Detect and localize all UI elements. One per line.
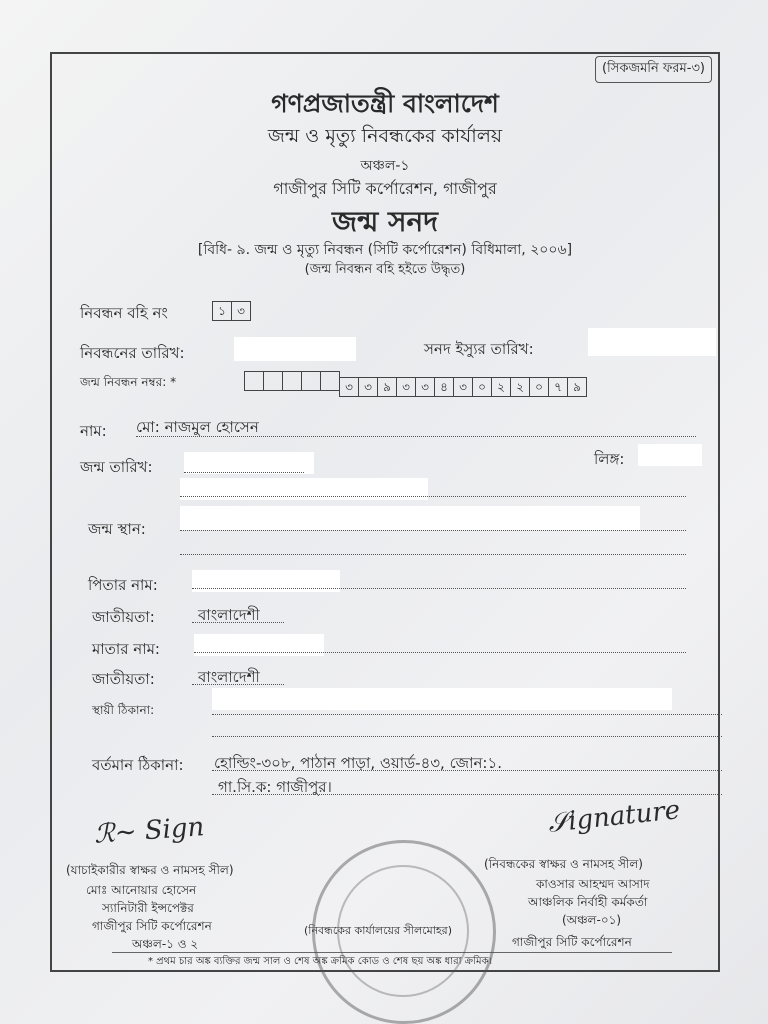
registration-number-boxes: [244, 371, 586, 397]
father-label: পিতার নাম:: [88, 576, 158, 594]
current-address-line-2: গা.সি.ক: গাজীপুর।: [218, 778, 332, 796]
registrar-zone: (অঞ্চল-০১): [562, 913, 622, 927]
registration-digit: ৩: [396, 377, 416, 397]
mother-line: [194, 652, 686, 653]
registration-digit: [263, 371, 283, 391]
registration-digit: [301, 371, 321, 391]
country-heading: গণপ্রজাতন্ত্রী বাংলাদেশ: [271, 89, 499, 118]
registration-digit: ৩: [415, 377, 435, 397]
registration-date-label: নিবন্ধনের তারিখ:: [80, 344, 185, 362]
sex-label: লিঙ্গ:: [594, 450, 625, 468]
registrar-title: আঞ্চলিক নির্বাহী কর্মকর্তা: [528, 895, 648, 909]
nationality-2-label: জাতীয়তা:: [92, 670, 155, 688]
verifier-org: গাজীপুর সিটি কর্পোরেশন: [92, 919, 212, 933]
registration-digit: ৭: [548, 377, 568, 397]
redacted-dob: [184, 452, 314, 474]
current-address-label: বর্তমান ঠিকানা:: [92, 756, 184, 774]
footnote: * প্রথম চার অঙ্ক ব্যক্তির জন্ম সাল ও শেষ অঙ্ক ক্রমিক কোড ও শেষ ছয় অঙ্ক ধারা ক্রমিক।: [148, 956, 493, 967]
seal-caption: (নিবন্ধকের কার্যালয়ের সীলমোহর): [304, 924, 453, 937]
register-book-digit: ৩: [231, 301, 251, 321]
zone-heading: অঞ্চল-১: [360, 158, 410, 174]
redacted-issue-date: [588, 328, 716, 356]
registration-digit: ৩: [453, 377, 473, 397]
office-seal-inner-ring: [337, 865, 469, 997]
permanent-address-line-2: [212, 736, 722, 737]
permanent-address-label: স্থায়ী ঠিকানা:: [92, 703, 155, 717]
registration-digit: ৩: [358, 377, 378, 397]
verifier-name: মোঃ আনোয়ার হোসেন: [86, 883, 197, 897]
rule-reference: [বিধি- ৯. জন্ম ও মৃত্যু নিবন্ধন (সিটি কর্পোরেশন) বিধিমালা, ২০০৬]: [197, 242, 573, 258]
office-heading: জন্ম ও মৃত্যু নিবন্ধকের কার্যালয়: [267, 125, 503, 147]
extract-note: (জন্ম নিবন্ধন বহি হইতে উদ্ধৃত): [304, 262, 466, 277]
nationality-1-line: [192, 622, 284, 623]
registration-digit: ০: [529, 377, 549, 397]
mother-label: মাতার নাম:: [92, 640, 160, 658]
verifier-zone: অঞ্চল-১ ও ২: [132, 937, 199, 951]
registration-digit: ২: [510, 377, 530, 397]
certificate-title: জন্ম সনদ: [332, 205, 438, 238]
registration-digit: ০: [472, 377, 492, 397]
register-book-digit: ১: [212, 301, 232, 321]
register-book-label: নিবন্ধন বহি নং: [80, 304, 168, 322]
registrar-signature: 𝒮ignature: [546, 795, 682, 839]
permanent-address-line-1: [212, 714, 722, 715]
redacted-registration-date: [234, 337, 356, 361]
issue-date-label: সনদ ইস্যুর তারিখ:: [424, 340, 534, 358]
registration-digit: ৯: [567, 377, 587, 397]
form-code: (সিকজমনি ফরম-৩): [595, 56, 712, 83]
nationality-2-line: [192, 684, 284, 685]
registration-digit: ৪: [434, 377, 454, 397]
birthplace-line-1: [180, 530, 686, 531]
registrar-caption: (নিবন্ধকের স্বাক্ষর ও নামসহ সীল): [484, 857, 643, 871]
registration-digit: [282, 371, 302, 391]
dob-words-line: [180, 496, 686, 497]
current-address-rule-2: [212, 794, 722, 795]
verifier-caption: (যাচাইকারীর স্বাক্ষর ও নামসহ সীল): [66, 863, 234, 877]
father-line: [192, 588, 686, 589]
name-label: নাম:: [80, 422, 107, 440]
registration-digit: ৯: [377, 377, 397, 397]
redacted-sex: [638, 444, 702, 466]
dob-line: [184, 472, 304, 473]
redacted-birthplace: [180, 506, 640, 530]
registration-number-label: জন্ম নিবন্ধন নম্বর: *: [80, 375, 177, 389]
registration-digit: [320, 371, 340, 391]
current-address-line-1: হোল্ডিং-৩০৮, পাঠান পাড়া, ওয়ার্ড-৪৩, জোন:১.: [214, 754, 502, 772]
current-address-rule-1: [212, 770, 722, 771]
name-line: [136, 436, 696, 437]
verifier-title: স্যানিটারী ইন্সপেক্টর: [102, 901, 194, 915]
registrar-name: কাওসার আহম্মদ আসাদ: [536, 877, 650, 891]
registration-digit: ২: [491, 377, 511, 397]
birthplace-line-2: [180, 554, 686, 555]
name-value: মো: নাজমুল হোসেন: [136, 418, 259, 436]
registrar-org: গাজীপুর সিটি কর্পোরেশন: [512, 935, 632, 949]
nationality-1-value: বাংলাদেশী: [198, 606, 260, 624]
birthplace-label: জন্ম স্থান:: [88, 520, 146, 538]
redacted-permanent-address: [212, 688, 672, 710]
register-book-number: [212, 300, 250, 321]
office-seal-stamp: [312, 840, 496, 1024]
registration-digit: [244, 371, 264, 391]
nationality-1-label: জাতীয়তা:: [92, 608, 155, 626]
certificate-border: [50, 52, 720, 972]
registration-digit: ৩: [339, 377, 359, 397]
nationality-2-value: বাংলাদেশী: [198, 668, 260, 686]
verifier-signature: ℛ~ Sign: [93, 812, 206, 850]
corporation-heading: গাজীপুর সিটি কর্পোরেশন, গাজীপুর: [273, 179, 497, 198]
dob-label: জন্ম তারিখ:: [80, 458, 153, 476]
